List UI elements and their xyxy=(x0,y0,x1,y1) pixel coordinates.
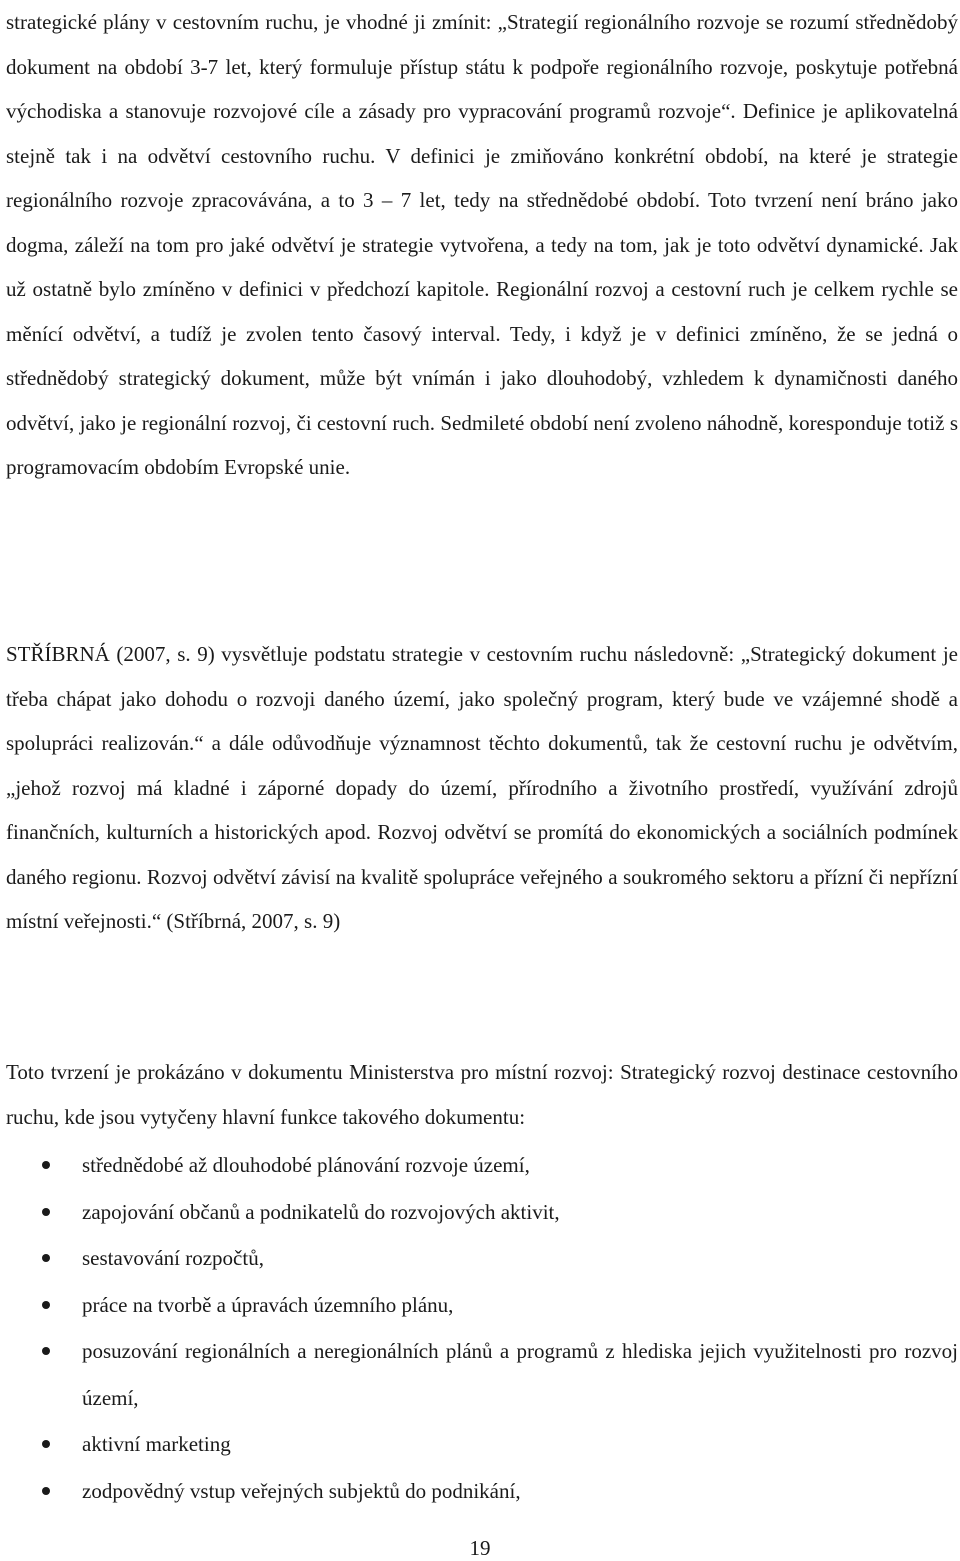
paragraph-stribrna-quote: STŘÍBRNÁ (2007, s. 9) vysvětluje podstatu strategie v cestovním ruchu následovně: „Strategický dokument je třeba chápat jako dohodu o rozvoji daného území, jako společný program, který bude ve vzájemné shodě a spolupráci realizován.“ a dále odůvodňuje významnost těchto dokumentů, tak že cestovní ruchu je odvětvím, „jehož rozvoj má kladné i záporné dopady do území, přírodního a životního prostředí, využívání zdrojů finančních, kulturních a historických apod. Rozvoj odvětví se promítá do ekonomických a sociálních podmínek daného regionu. Rozvoj odvětví závisí na kvalitě spolupráce veřejného a soukromého sektoru a přízní či nepřízní místní veřejnosti.“ (Stříbrná, 2007, s. 9) xyxy=(6,642,958,933)
page-number: 19 xyxy=(469,1536,491,1560)
list-item xyxy=(6,1282,958,1329)
bullet-icon xyxy=(42,1440,50,1448)
bullet-icon xyxy=(42,1301,50,1309)
list-item xyxy=(6,1189,958,1236)
list-item xyxy=(6,1421,958,1468)
bullet-icon xyxy=(42,1347,50,1355)
paragraph-ministry-document: Toto tvrzení je prokázáno v dokumentu Ministerstva pro místní rozvoj: Strategický rozvoj destinace cestovního ruchu, kde jsou vytyčeny hlavní funkce takového dokumentu: xyxy=(6,1060,958,1129)
list-item-text: posuzování regionálních a neregionálních plánů a programů z hlediska jejich využitelnosti pro rozvoj území, xyxy=(82,1339,958,1410)
list-item xyxy=(6,1142,958,1189)
bullet-icon xyxy=(42,1161,50,1169)
list-item-text: střednědobé až dlouhodobé plánování rozvoje území, xyxy=(82,1153,530,1177)
functions-bullet-list xyxy=(6,1142,958,1514)
bullet-icon xyxy=(42,1487,50,1495)
list-item xyxy=(6,1328,958,1421)
list-item-text: sestavování rozpočtů, xyxy=(82,1246,264,1270)
paragraph-strategy-definition: strategické plány v cestovním ruchu, je vhodné ji zmínit: „Strategií regionálního rozvoje se rozumí střednědobý dokument na období 3-7 let, který formuluje přístup státu k podpoře regionálního rozvoje, poskytuje potřebná východiska a stanovuje rozvojové cíle a zásady pro vypracování programů rozvoje“. Definice je aplikovatelná stejně tak i na odvětví cestovního ruchu. V definici je zmiňováno konkrétní období, na které je strategie regionálního rozvoje zpracovávána, a to 3 – 7 let, tedy na střednědobé období. Toto tvrzení není bráno jako dogma, záleží na tom pro jaké odvětví je strategie vytvořena, a tedy na tom, jak je toto odvětví dynamické. Jak už ostatně bylo zmíněno v definici v předchozí kapitole. Regionální rozvoj a cestovní ruch je celkem rychle se měnící odvětví, a tudíž je zvolen tento časový interval. Tedy, i když je v definici zmíněno, že se jedná o střednědobý strategický dokument, může být vnímán i jako dlouhodobý, vzhledem k dynamičnosti daného odvětví, jako je regionální rozvoj, či cestovní ruch. Sedmileté období není zvoleno náhodně, koresponduje totiž s programovacím obdobím Evropské unie. xyxy=(6,10,958,479)
list-item-text: aktivní marketing xyxy=(82,1432,231,1456)
list-item-text: zapojování občanů a podnikatelů do rozvojových aktivit, xyxy=(82,1199,560,1224)
bullet-icon xyxy=(42,1254,50,1262)
list-item-text: práce na tvorbě a úpravách územního plánu, xyxy=(82,1292,454,1317)
list-item xyxy=(6,1468,958,1515)
bullet-icon xyxy=(42,1208,50,1216)
list-item-text: zodpovědný vstup veřejných subjektů do podnikání, xyxy=(82,1478,521,1503)
list-item xyxy=(6,1235,958,1282)
